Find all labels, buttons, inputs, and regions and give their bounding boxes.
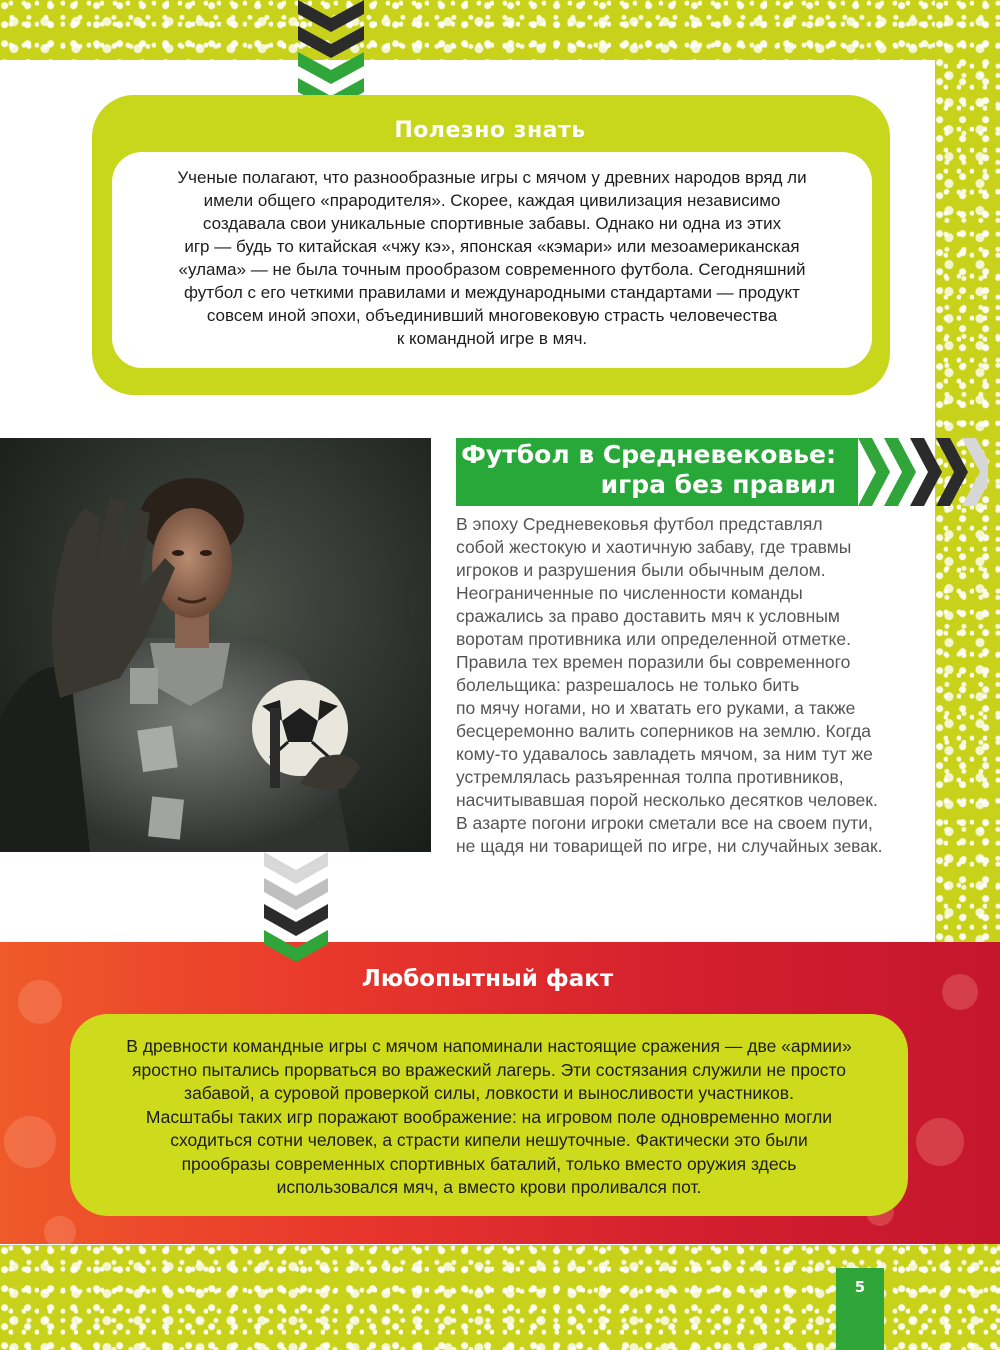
grunge-frame-top [0, 0, 1000, 60]
knight-illustration [0, 438, 431, 852]
fact-line: Масштабы таких игр поражают воображение: на игровом поле одновременно могли [145, 1106, 833, 1127]
medieval-line: игроков и разрушения были обычным делом. [456, 560, 826, 580]
useful-line: Ученые полагают, что разнообразные игры с мячом у древних народов вряд ли [177, 168, 807, 187]
medieval-line: Правила тех времен поразили бы современного [456, 652, 851, 672]
medieval-line: кому-то удавалось завладеть мячом, за ним тут же [456, 744, 873, 764]
medieval-title-line1: Футбол в Средневековье: [461, 440, 836, 469]
chevron-down-icon [262, 852, 330, 976]
medieval-line: насчитывавшая порой несколько десятков человек. [456, 790, 878, 810]
medieval-line: собой жестокую и хаотичную забаву, где травмы [456, 537, 852, 557]
medieval-text [456, 513, 906, 858]
fact-line: прообразы современных спортивных баталий, только вместо оружия здесь [181, 1153, 797, 1174]
fact-line: забавой, а суровой проверкой силы, ловкости и выносливости участников. [184, 1083, 794, 1103]
useful-line: к командной игре в мяч. [396, 329, 588, 348]
medieval-line: В эпоху Средневековья футбол представлял [456, 514, 823, 534]
useful-line: создавала свои уникальные спортивные забавы. Однако ни одна из этих [202, 214, 782, 233]
fact-line: яростно пытались прорваться во вражеский лагерь. Эти состязания служили не просто [131, 1059, 847, 1080]
useful-line: имели общего «прародителя». Скорее, каждая цивилизация независимо [203, 191, 781, 210]
medieval-line: не щадя ни товарищей по игре, ни случайных зевак. [456, 836, 883, 856]
medieval-title [456, 440, 836, 500]
useful-line: игр — будь то китайская «чжу кэ», японская «кэмари» или мезоамериканская [184, 237, 800, 256]
useful-title: Полезно знать [394, 118, 586, 143]
medieval-line: Неограниченные по численности команды [456, 583, 803, 603]
medieval-line: болельщика: разрешалось не только бить [456, 675, 800, 695]
useful-line: совсем иной эпохи, объединивший многовековую страсть человечества [206, 306, 778, 325]
medieval-line: воротам противника или определенной отметке. [456, 629, 852, 649]
medieval-line: В азарте погони игроки сметали все на своем пути, [456, 813, 873, 833]
medieval-line: по мячу ногами, но и хватать его руками, а также [456, 698, 856, 718]
fact-line: сходиться сотни человек, а страсти кипели нешуточные. Фактически это были [170, 1130, 808, 1150]
useful-line: футбол с его четкими правилами и международными стандартами — продукт [184, 283, 800, 302]
medieval-title-line2: игра без правил [600, 470, 836, 499]
fact-text [92, 1035, 886, 1200]
medieval-line: сражались за право доставить мяч к условным [456, 606, 840, 626]
fact-line: В древности командные игры с мячом напоминали настоящие сражения — две «армии» [126, 1036, 852, 1056]
chevron-right-icon [858, 438, 988, 506]
page-number: 5 [854, 1278, 866, 1296]
medieval-line: устремлялась разъяренная толпа противников, [456, 767, 844, 787]
fact-title: Любопытный факт [361, 966, 614, 992]
useful-text [130, 166, 854, 350]
medieval-line: бесцеремонно валить соперников на землю. Когда [456, 721, 872, 741]
knight-photo [0, 438, 431, 852]
fact-line: использовался мяч, а вместо крови проливался пот. [276, 1177, 702, 1197]
useful-line: «улама» — не была точным прообразом современного футбола. Сегодняшний [178, 260, 806, 279]
